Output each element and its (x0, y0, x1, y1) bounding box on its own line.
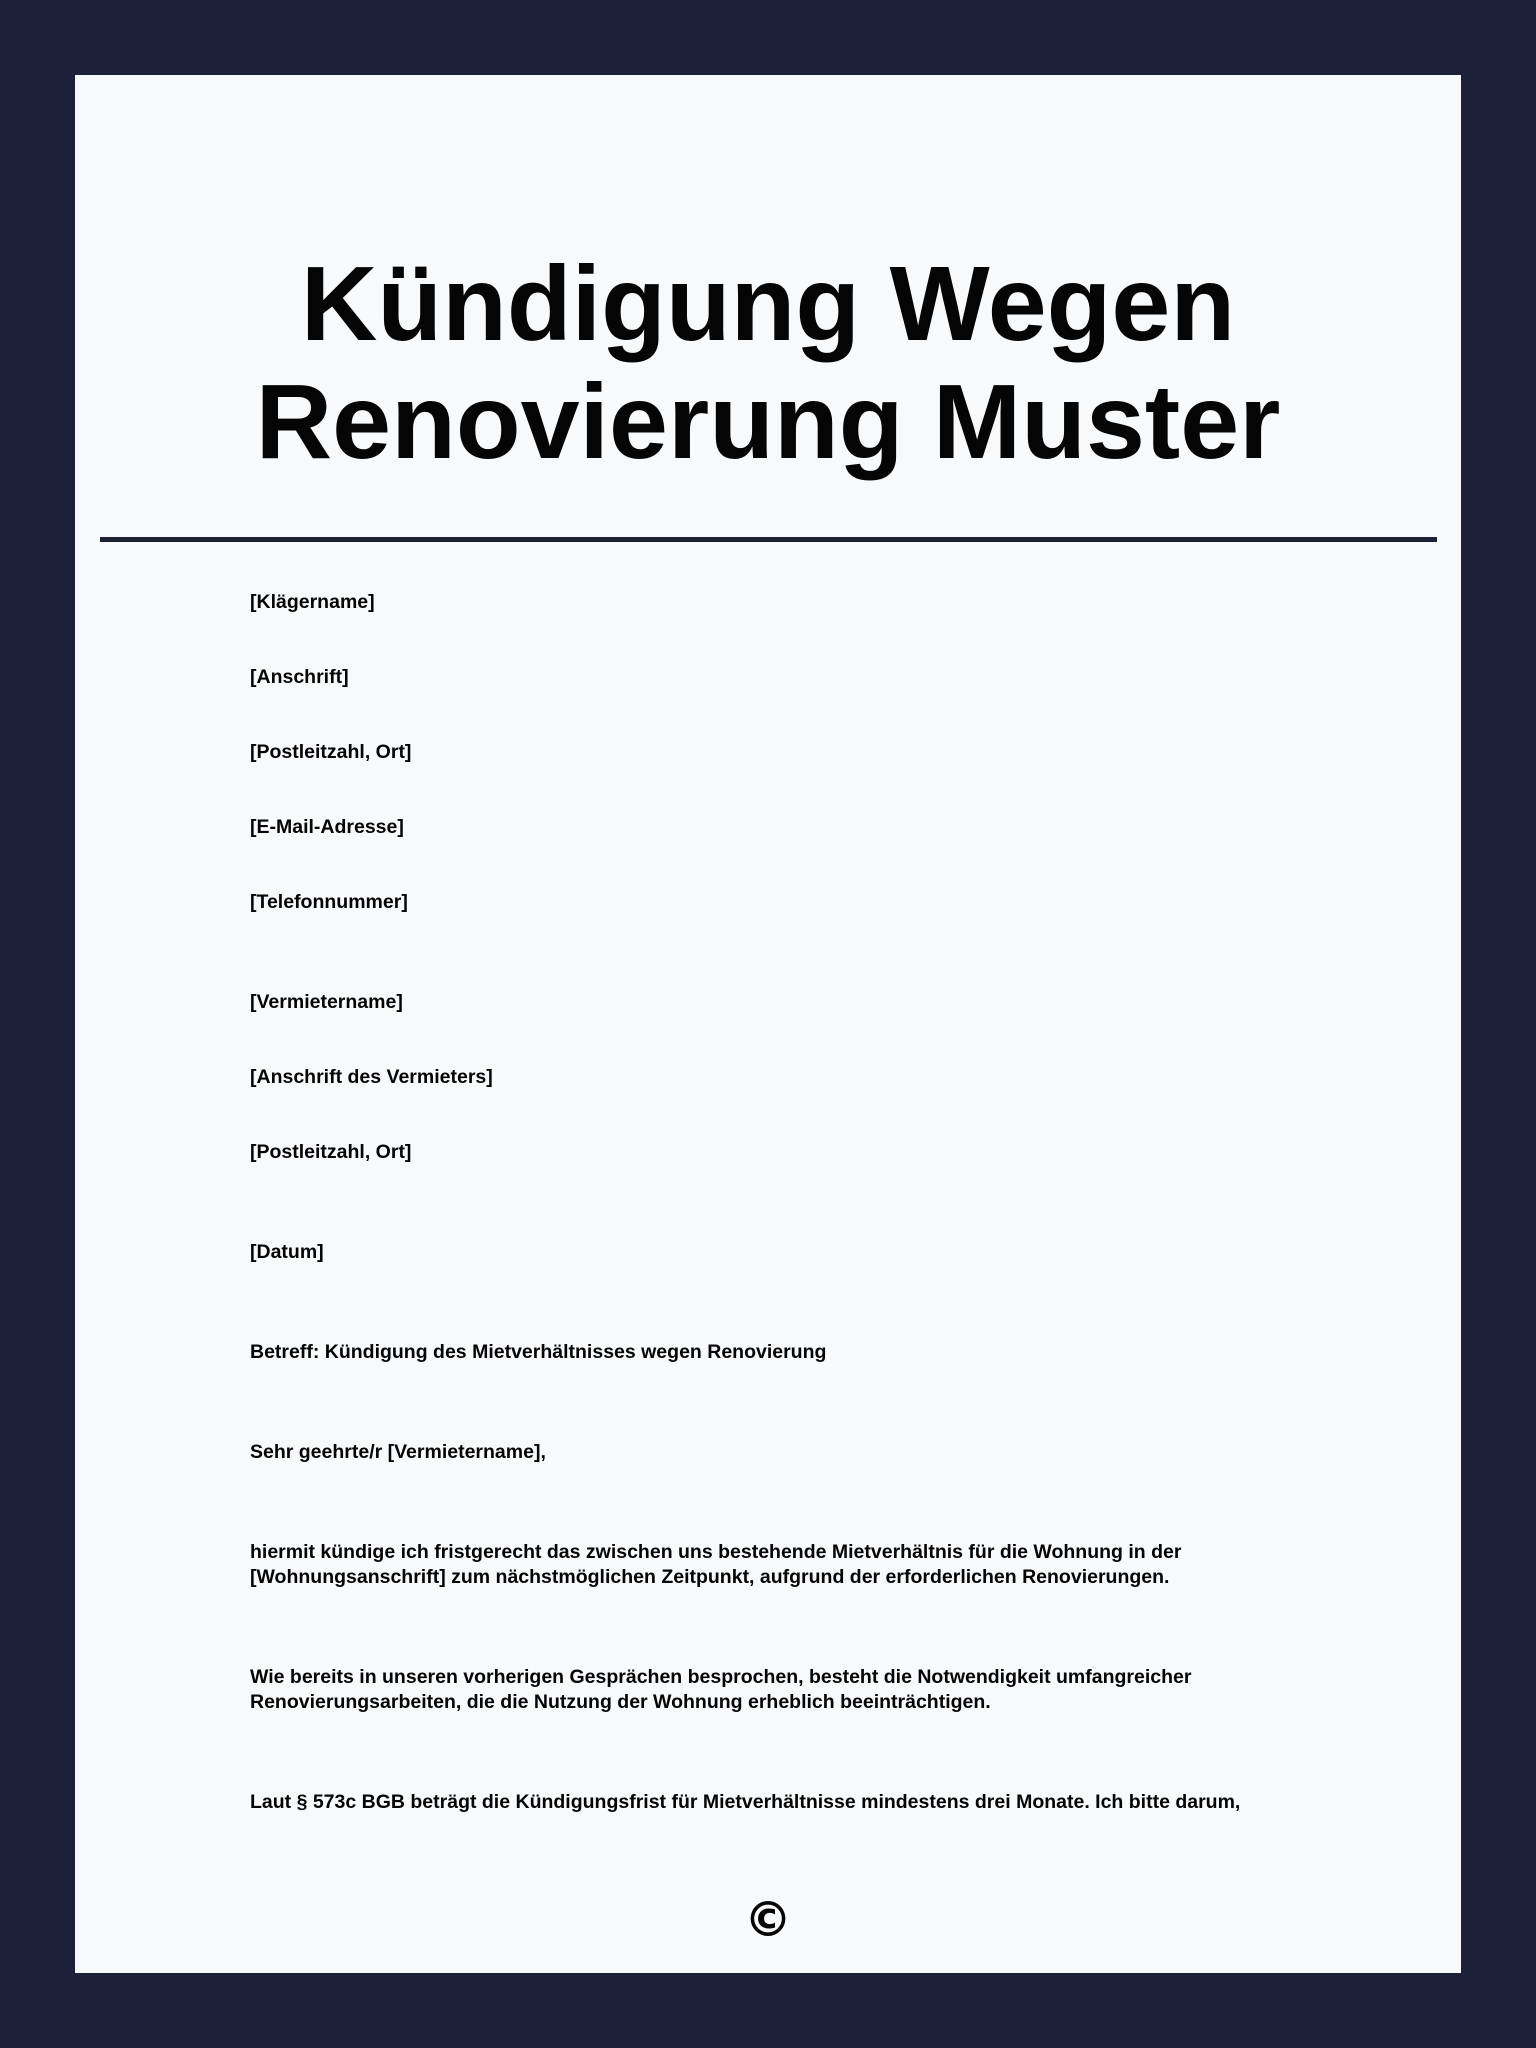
recipient-postal-city: [Postleitzahl, Ort] (250, 1141, 412, 1163)
sender-name: [Klägername] (250, 591, 375, 613)
body-paragraph: Wie bereits in unseren vorherigen Gesprächen besprochen, besteht die Notwendigkeit umfangreicher Renovierungsarbeiten, die die Nutzung der Wohnung erheblich beeinträchtigen. (250, 1666, 1192, 1713)
letter-date: [Datum] (250, 1241, 324, 1263)
recipient-name: [Vermietername] (250, 991, 403, 1013)
copyright-icon: © (744, 1892, 792, 1948)
document-page (75, 75, 1461, 1973)
letter-salutation: Sehr geehrte/r [Vermietername], (250, 1441, 546, 1463)
sender-email: [E-Mail-Adresse] (250, 816, 404, 838)
sender-phone: [Telefonnummer] (250, 891, 408, 913)
document-title: Kündigung Wegen Renovierung Muster (255, 245, 1281, 481)
body-paragraph: hiermit kündige ich fristgerecht das zwischen uns bestehende Mietverhältnis für die Wohnung in der [Wohnungsanschrift] zum nächstmöglichen Zeitpunkt, aufgrund der erforderlichen Renovierungen. (250, 1541, 1182, 1588)
letter-subject: Betreff: Kündigung des Mietverhältnisses wegen Renovierung (250, 1341, 827, 1363)
title-divider (100, 537, 1437, 542)
sender-postal-city: [Postleitzahl, Ort] (250, 741, 412, 763)
body-paragraph: Laut § 573c BGB beträgt die Kündigungsfrist für Mietverhältnisse mindestens drei Monate. Ich bitte darum, (250, 1791, 1241, 1813)
sender-address: [Anschrift] (250, 666, 349, 688)
recipient-address: [Anschrift des Vermieters] (250, 1066, 493, 1088)
